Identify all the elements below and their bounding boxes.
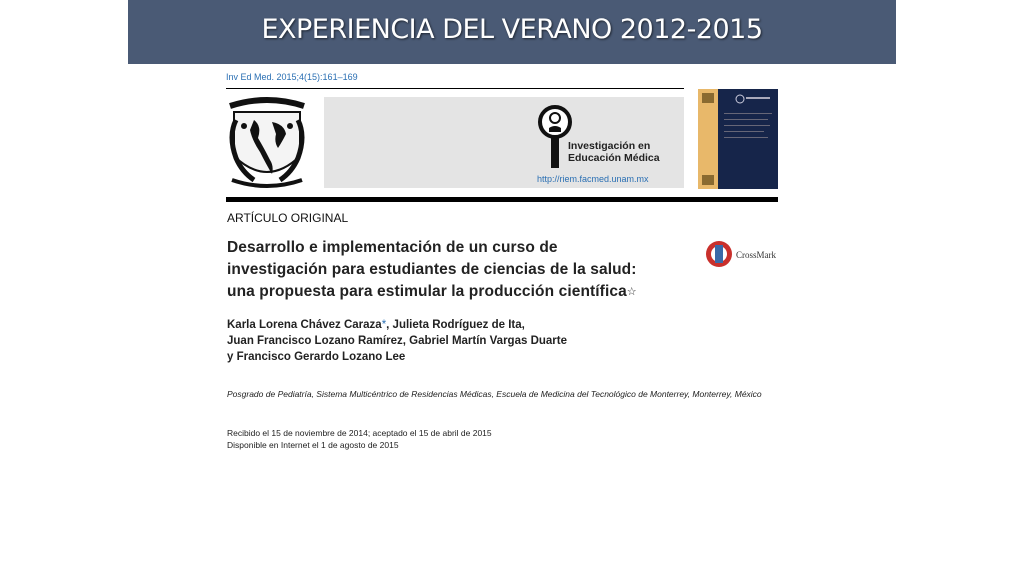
crossmark-label[interactable]: CrossMark [736,250,776,260]
title-line-3-text: una propuesta para estimular la producción científica [227,283,627,300]
author-line-2: Juan Francisco Lozano Ramírez, Gabriel Martín Vargas Duarte [227,335,567,347]
title-footnote-mark: ☆ [626,286,637,298]
unam-seal-logo [224,96,310,189]
article-dates [227,427,492,451]
author-line-3: y Francisco Gerardo Lozano Lee [227,351,406,363]
article-type-label: ARTÍCULO ORIGINAL [227,211,349,225]
title-line-1: Desarrollo e implementación de un curso de [227,239,558,256]
author-list [227,317,567,365]
author-affiliation: Posgrado de Pediatría, Sistema Multicéntrico de Residencias Médicas, Escuela de Medicina del Tecnológico de Monterrey, Monterrey, México [227,389,762,399]
header-rule [226,88,684,89]
available-date: Disponible en Internet el 1 de agosto de 2015 [227,440,399,450]
section-rule [226,197,778,202]
title-line-3 [227,281,697,303]
journal-url-link[interactable]: http://riem.facmed.unam.mx [537,174,649,184]
slide-title: EXPERIENCIA DEL VERANO 2012-2015 [261,14,763,45]
corresponding-author-mark[interactable]: * [381,319,387,331]
title-banner [128,0,896,64]
article-title [227,237,697,303]
journal-name-line-1: Investigación en [568,140,651,152]
received-date: Recibido el 15 de noviembre de 2014; aceptado el 15 de abril de 2015 [227,428,492,438]
journal-name-line-2: Educación Médica [568,152,660,164]
corresponding-author: Karla Lorena Chávez Caraza [227,319,382,331]
journal-name [568,140,660,164]
title-line-2: investigación para estudiantes de ciencias de la salud: [227,261,637,278]
author-line-1 [227,317,567,333]
author-line-1-rest: , Julieta Rodríguez de Ita, [386,319,525,331]
journal-citation: Inv Ed Med. 2015;4(15):161–169 [226,72,358,82]
journal-cover-thumbnail [698,89,778,189]
